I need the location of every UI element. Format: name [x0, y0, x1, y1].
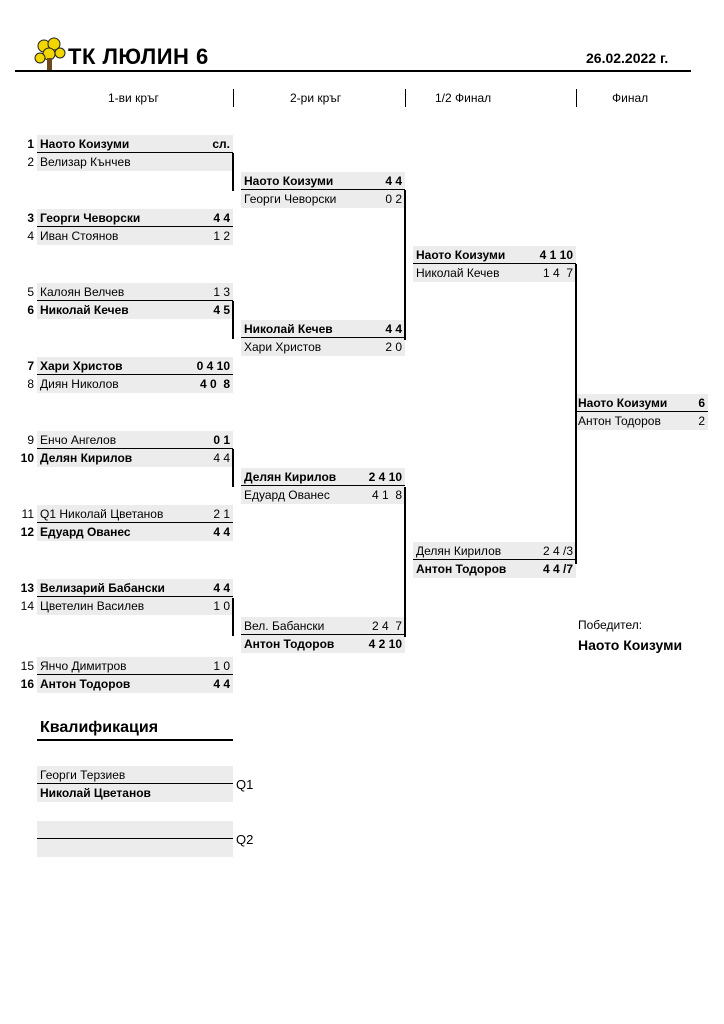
player-name: Наото Коизуми [416, 248, 506, 262]
seed-number: 5 [27, 285, 34, 299]
match-score: 4 4 [213, 677, 230, 691]
player-name: Q1 Николай Цветанов [40, 507, 164, 521]
player-name: Антон Тодоров [416, 562, 507, 576]
bracket-line [232, 598, 234, 636]
player-row [37, 579, 233, 597]
player-row [413, 264, 576, 282]
player-row [241, 172, 405, 190]
player-name: Едуард Ованес [40, 525, 131, 539]
player-row [241, 338, 405, 356]
qualifier-row [37, 766, 233, 784]
player-row [37, 301, 233, 319]
match-score: 4 0 8 [199, 377, 230, 391]
seed-number: 1 [27, 137, 34, 151]
match-score: 2 4 10 [368, 470, 402, 484]
match-score: 4 1 10 [539, 248, 573, 262]
player-row [241, 190, 405, 208]
match-score: сл. [212, 137, 230, 151]
match-score: 4 4 [213, 211, 230, 225]
player-name: Енчо Ангелов [40, 433, 117, 447]
seed-number: 16 [20, 677, 34, 691]
bracket-line [232, 449, 234, 487]
bracket-line [404, 190, 406, 340]
player-name: Иван Стоянов [40, 229, 119, 243]
round-header-2: 2-ри кръг [290, 91, 342, 105]
match-score: 0 4 10 [196, 359, 230, 373]
qualifier-row [37, 821, 233, 839]
match-score: 4 4 [213, 451, 230, 465]
bracket-line [575, 264, 577, 564]
page-title: ТК ЛЮЛИН 6 [68, 44, 209, 69]
round-header-final: Финал [612, 91, 649, 105]
seed-number: 3 [27, 211, 34, 225]
match-score: 4 4 [213, 525, 230, 539]
player-row [575, 394, 708, 412]
player-name: Янчо Димитров [40, 659, 127, 673]
player-row [37, 135, 233, 153]
player-name: Делян Кирилов [416, 544, 502, 558]
match-score: 2 4 7 [371, 619, 402, 633]
player-name: Велизарий Бабански [40, 581, 165, 595]
seed-number: 13 [20, 581, 34, 595]
player-row [37, 449, 233, 467]
player-row [241, 486, 405, 504]
qualification-title: Квалификация [40, 719, 159, 736]
player-row [413, 542, 576, 560]
player-name: Антон Тодоров [244, 637, 335, 651]
qualification-underline [37, 739, 233, 741]
player-name: Цветелин Василев [40, 599, 145, 613]
player-row [413, 246, 576, 264]
match-score: 6 [698, 396, 705, 410]
seed-number: 9 [27, 433, 34, 447]
seed-number: 15 [20, 659, 34, 673]
player-name: Калоян Велчев [40, 285, 125, 299]
player-row [37, 505, 233, 523]
player-name: Николай Кечев [244, 322, 333, 336]
match-score: 4 4 [213, 581, 230, 595]
player-row [241, 617, 405, 635]
header-divider [15, 70, 691, 72]
match-score: 2 [698, 414, 705, 428]
player-row [37, 227, 233, 245]
round-divider [576, 89, 577, 107]
player-row [37, 675, 233, 693]
seed-number: 2 [27, 155, 34, 169]
seed-number: 10 [20, 451, 34, 465]
club-logo [34, 36, 66, 72]
player-name: Георги Чеворски [244, 192, 337, 206]
player-name: Делян Кирилов [244, 470, 337, 484]
match-score: 1 4 7 [542, 266, 573, 280]
tournament-date: 26.02.2022 г. [586, 50, 669, 66]
seed-number: 6 [27, 303, 34, 317]
match-score: 4 4 /7 [542, 562, 573, 576]
player-name: Диян Николов [40, 377, 119, 391]
match-score: 1 0 [213, 599, 230, 613]
seed-number: 14 [20, 599, 34, 613]
player-name: Николай Кечев [416, 266, 500, 280]
q1-label: Q1 [236, 777, 254, 792]
player-name: Николай Кечев [40, 303, 129, 317]
player-name: Велизар Кънчев [40, 155, 131, 169]
match-score: 1 3 [213, 285, 230, 299]
seed-number: 4 [27, 229, 34, 243]
round-header-1: 1-ви кръг [108, 91, 159, 105]
player-row [241, 468, 405, 486]
player-name: Антон Тодоров [578, 414, 661, 428]
match-score: 2 4 /3 [542, 544, 573, 558]
player-row [37, 153, 233, 171]
player-name: Вел. Бабански [244, 619, 325, 633]
seed-number: 11 [21, 507, 34, 521]
seed-number: 12 [20, 525, 34, 539]
player-row [241, 320, 405, 338]
match-score: 1 2 [213, 229, 230, 243]
q2-label: Q2 [236, 832, 254, 847]
bracket-line [232, 301, 234, 339]
seed-number: 8 [27, 377, 34, 391]
player-name: Наото Коизуми [578, 396, 668, 410]
player-name: Наото Коизуми [244, 174, 334, 188]
player-row [37, 657, 233, 675]
player-row [37, 597, 233, 615]
match-score: 0 2 [385, 192, 402, 206]
qualifier-row [37, 839, 233, 857]
qualifier-row [37, 784, 233, 802]
winner-label: Победител: [578, 618, 643, 632]
player-row [37, 375, 233, 393]
match-score: 4 4 [385, 322, 402, 336]
player-row [413, 560, 576, 578]
player-row [241, 635, 405, 653]
player-name: Едуард Ованес [244, 488, 330, 502]
match-score: 1 0 [213, 659, 230, 673]
round-divider [233, 89, 234, 107]
match-score: 4 4 [385, 174, 402, 188]
player-name: Георги Чеворски [40, 211, 141, 225]
player-row [37, 283, 233, 301]
player-name: Георги Терзиев [40, 768, 126, 782]
match-score: 0 1 [213, 433, 230, 447]
player-row [575, 412, 708, 430]
player-name: Николай Цветанов [40, 786, 151, 800]
seed-number: 7 [27, 359, 34, 373]
player-name: Хари Христов [40, 359, 123, 373]
player-row [37, 431, 233, 449]
round-header-semis: 1/2 Финал [435, 91, 492, 105]
player-row [37, 523, 233, 541]
player-name: Наото Коизуми [40, 137, 130, 151]
player-name: Хари Христов [244, 340, 322, 354]
bracket-line [404, 487, 406, 637]
player-name: Антон Тодоров [40, 677, 131, 691]
match-score: 2 0 [385, 340, 402, 354]
winner-name: Наото Коизуми [578, 637, 683, 653]
bracket-line [232, 153, 234, 191]
player-name: Делян Кирилов [40, 451, 133, 465]
player-row [37, 357, 233, 375]
player-row [37, 209, 233, 227]
match-score: 4 2 10 [368, 637, 402, 651]
match-score: 2 1 [213, 507, 230, 521]
round-divider [405, 89, 406, 107]
match-score: 4 5 [213, 303, 230, 317]
match-score: 4 1 8 [371, 488, 402, 502]
